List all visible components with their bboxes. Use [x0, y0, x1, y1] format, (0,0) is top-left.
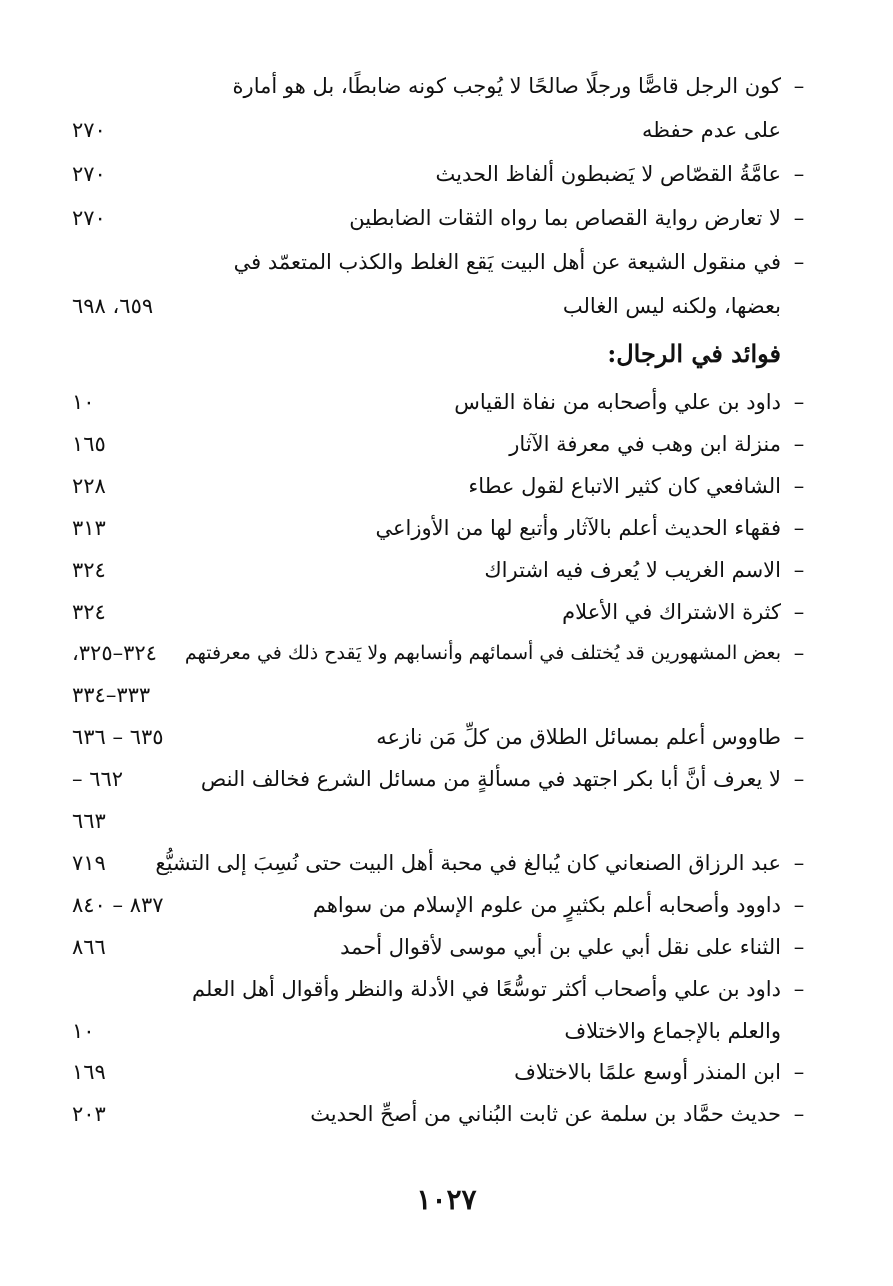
entry-page-ref: ٦٥٩، ٦٩٨	[72, 294, 154, 318]
entry-text: على عدم حفظه	[642, 118, 781, 142]
entry-page-ref: ٦٦٣	[72, 809, 106, 833]
index-entry	[72, 633, 811, 673]
entry-dash: –	[793, 1102, 805, 1127]
entry-dash: –	[793, 976, 805, 1001]
index-entry	[72, 801, 811, 841]
entry-text: لا يعرف أنَّ أبا بكر اجتهد في مسألةٍ من مسائل الشرع فخالف النص	[200, 767, 781, 792]
index-entry	[72, 382, 811, 422]
page-number: ١٠٢٧	[416, 1183, 477, 1216]
entry-text: داود بن علي وأصحاب أكثر توسُّعًا في الأدلة والنظر وأقوال أهل العلم	[192, 976, 781, 1001]
entry-text: طاووس أعلم بمسائل الطلاق من كلِّ مَن نازعه	[376, 725, 781, 750]
entry-page-ref: ٢٢٨	[72, 473, 106, 498]
index-entry	[72, 198, 811, 238]
entry-page-ref: ٣٢٤	[72, 599, 106, 624]
entry-dash: –	[793, 767, 805, 792]
entry-page-ref: ٢٧٠	[72, 162, 106, 186]
entry-dash: –	[793, 515, 805, 540]
index-entry	[72, 969, 811, 1009]
entry-text: كثرة الاشتراك في الأعلام	[562, 599, 781, 624]
entry-text: في منقول الشيعة عن أهل البيت يَقع الغلط والكذب المتعمّد في	[233, 250, 781, 274]
section-heading: فوائد في الرجال:	[607, 339, 781, 368]
entry-text: الاسم الغريب لا يُعرف فيه اشتراك	[484, 557, 781, 582]
index-entry	[72, 1094, 811, 1134]
entry-dash: –	[793, 599, 805, 624]
entry-page-ref: ٣٢٤–٣٢٥،	[72, 641, 157, 666]
entry-dash: –	[793, 473, 805, 498]
entry-text: والعلم بالإجماع والاختلاف	[564, 1018, 781, 1043]
entry-page-ref: ٨٦٦	[72, 934, 106, 959]
entry-page-ref: ٣٢٤	[72, 557, 106, 582]
index-entry	[72, 843, 811, 883]
index-entry	[72, 466, 811, 506]
entry-dash: –	[793, 934, 805, 959]
entry-dash: –	[793, 162, 805, 186]
entry-page-ref: ٢٠٣	[72, 1102, 106, 1127]
entry-page-ref: ٨٣٧ – ٨٤٠	[72, 892, 164, 917]
entry-text: ابن المنذر أوسع علمًا بالاختلاف	[514, 1060, 781, 1085]
entry-page-ref: ٦٦٢ –	[72, 767, 124, 792]
index-entry	[72, 508, 811, 548]
index-entry	[72, 759, 811, 799]
index-entry	[72, 242, 811, 282]
entry-text: لا تعارض رواية القصاص بما رواه الثقات الضابطين	[349, 206, 781, 230]
entry-text: بعضها، ولكنه ليس الغالب	[562, 294, 781, 318]
entry-text: بعض المشهورين قد يُختلف في أسمائهم وأنسابهم ولا يَقدح ذلك في معرفتهم	[184, 642, 781, 665]
index-entry	[72, 1011, 811, 1051]
entry-page-ref: ٦٣٥ – ٦٣٦	[72, 725, 164, 750]
entry-text: كون الرجل قاصًّا ورجلًا صالحًا لا يُوجب كونه ضابطًا، بل هو أمارة	[232, 74, 781, 98]
index-entry	[72, 675, 811, 715]
entry-page-ref: ٢٧٠	[72, 206, 106, 230]
entry-dash: –	[793, 725, 805, 750]
entry-dash: –	[793, 390, 805, 414]
index-entry	[72, 424, 811, 464]
index-entry	[72, 550, 811, 590]
entry-page-ref: ٣٣٣–٣٣٤	[72, 683, 151, 708]
entry-text: منزلة ابن وهب في معرفة الآثار	[509, 431, 781, 456]
entry-text: عامَّةُ القصّاص لا يَضبطون ألفاظ الحديث	[435, 162, 781, 186]
entry-dash: –	[793, 641, 805, 666]
entry-text: الثناء على نقل أبي علي بن أبي موسى لأقوال أحمد	[340, 934, 781, 959]
entry-text: فقهاء الحديث أعلم بالآثار وأتبع لها من الأوزاعي	[375, 515, 781, 540]
entry-dash: –	[793, 74, 805, 98]
entry-page-ref: ٧١٩	[72, 850, 106, 875]
entry-dash: –	[793, 250, 805, 274]
entry-dash: –	[793, 1060, 805, 1085]
entry-page-ref: ١٦٩	[72, 1060, 106, 1085]
entry-page-ref: ٢٧٠	[72, 118, 106, 142]
entry-page-ref: ١٠	[72, 1018, 95, 1043]
index-entry	[72, 1052, 811, 1092]
entry-page-ref: ٣١٣	[72, 515, 106, 540]
entry-page-ref: ١٠	[72, 390, 95, 414]
index-entry	[72, 110, 811, 150]
entry-text: داوود وأصحابه أعلم بكثيرٍ من علوم الإسلام من سواهم	[312, 892, 781, 917]
index-entry	[72, 592, 811, 632]
index-entry	[72, 66, 811, 106]
entry-text: عبد الرزاق الصنعاني كان يُبالغ في محبة أهل البيت حتى نُسِبَ إلى التشيُّع	[155, 850, 781, 875]
index-entry	[72, 717, 811, 757]
entry-dash: –	[793, 557, 805, 582]
entry-page-ref: ١٦٥	[72, 431, 106, 456]
entry-text: داود بن علي وأصحابه من نفاة القياس	[454, 390, 781, 414]
entry-dash: –	[793, 850, 805, 875]
entry-dash: –	[793, 206, 805, 230]
entry-text: حديث حمَّاد بن سلمة عن ثابت البُناني من أصحِّ الحديث	[310, 1102, 781, 1127]
index-entry	[72, 154, 811, 194]
entry-dash: –	[793, 892, 805, 917]
index-entry	[72, 927, 811, 967]
entry-text: الشافعي كان كثير الاتباع لقول عطاء	[468, 473, 781, 498]
index-entry	[72, 286, 811, 326]
index-entry	[72, 885, 811, 925]
entry-dash: –	[793, 431, 805, 456]
